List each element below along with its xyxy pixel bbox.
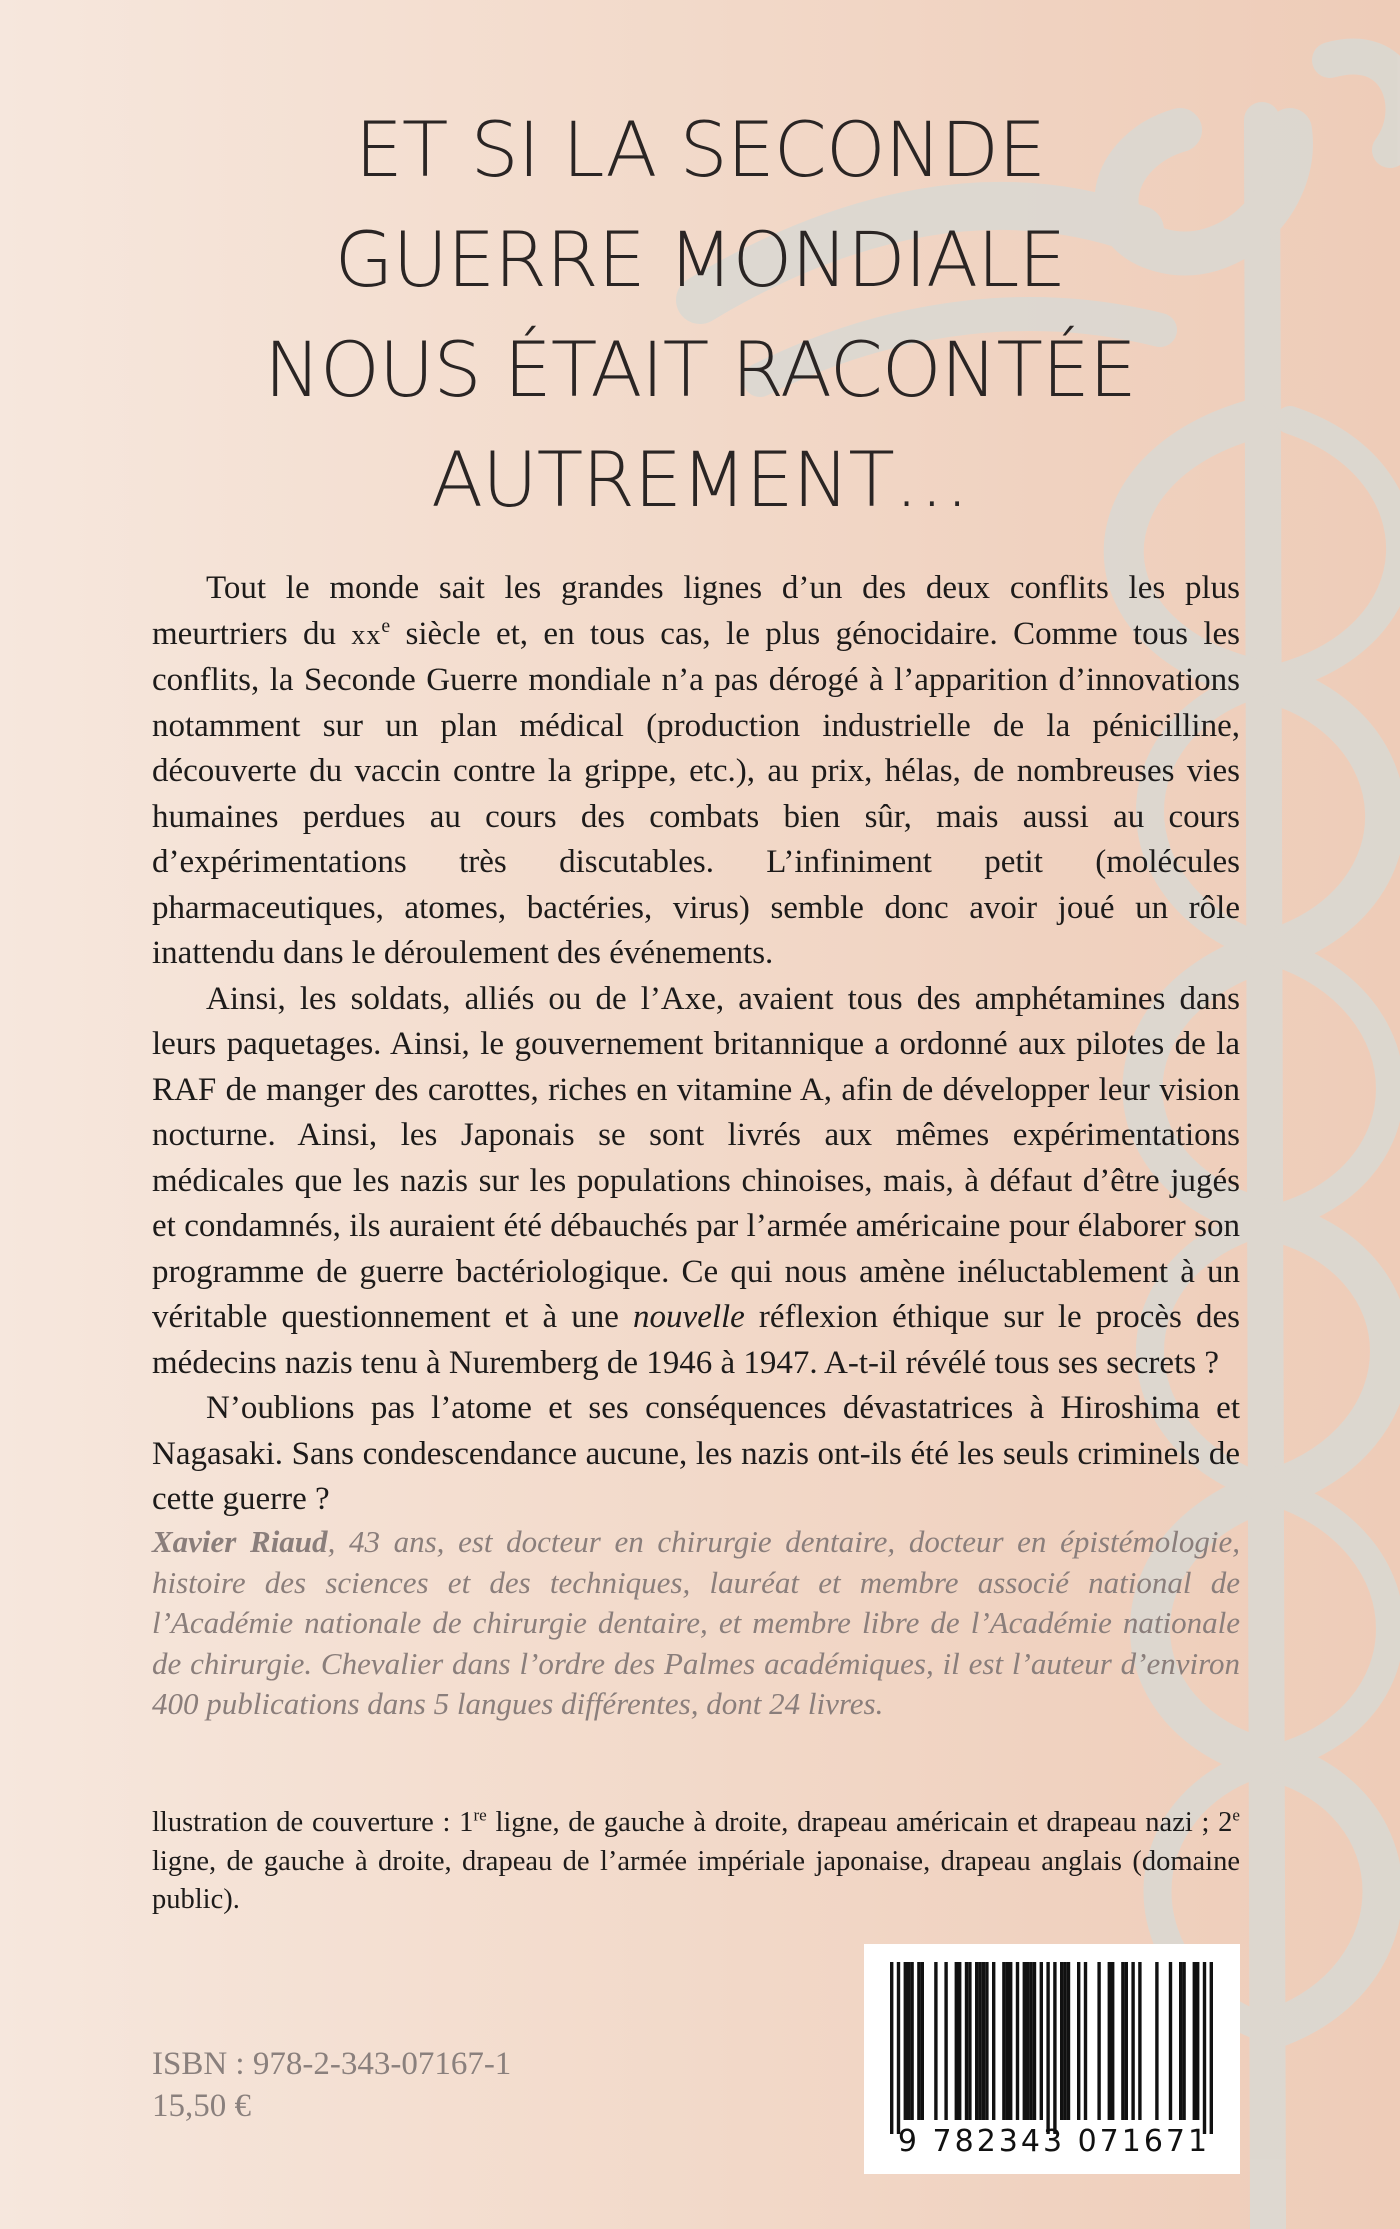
- barcode-digits: 9 782343 071671: [897, 2124, 1211, 2159]
- barcode-bar: [1063, 1962, 1066, 2120]
- barcode-bar: [1155, 1962, 1158, 2120]
- barcode-bar: [917, 1962, 920, 2120]
- barcode-bar: [958, 1962, 961, 2120]
- barcode-bar: [965, 1962, 968, 2120]
- barcode-bar: [1053, 1962, 1056, 2134]
- illustration-credit: llustration de couverture : 1re ligne, de gauche à droite, drapeau américain et drapeau nazi ; 2e ligne, de gauche à droite, drapeau de l’armée impériale japonaise, drapeau anglais (domaine public).: [152, 1805, 1241, 1915]
- barcode-bar: [978, 1962, 981, 2120]
- barcode-bar: [1040, 1962, 1043, 2120]
- barcode-bar: [1169, 1962, 1172, 2120]
- barcode-bar: [934, 1962, 937, 2120]
- barcode-bar: [1121, 1962, 1124, 2120]
- barcode-bar: [992, 1962, 995, 2120]
- barcode-bar: [985, 1962, 988, 2120]
- barcode-bar: [1210, 1962, 1213, 2134]
- barcode-bar: [944, 1962, 947, 2120]
- emphasis-nouvelle: nouvelle: [633, 1299, 745, 1335]
- barcode-bar: [904, 1962, 907, 2120]
- title-line-2: GUERRE MONDIALE: [334, 215, 1066, 304]
- barcode-bar: [975, 1962, 978, 2120]
- barcode-bar: [1196, 1962, 1199, 2120]
- summary-text: [152, 566, 1240, 1523]
- barcode-bar: [1016, 1962, 1019, 2120]
- barcode-bar: [1138, 1962, 1141, 2120]
- summary-paragraph-1: Tout le monde sait les grandes lignes d’un des deux conflits les plus meurtriers du $xx^e$ siècle et, en tous cas, le plus génocidaire. Comme tous les conflits, la Seconde Guerre mondiale n’a pas dérogé à l’apparition d’innovations notamment sur un plan médical (production industrielle de la pénicilline, découverte du vaccin contre la grippe, etc.), au prix, hélas, de nombreuses vies humaines perdues au cours des combats bien sûr, mais aussi au cours d’expérimentations très discutables. L’infiniment petit (molécules pharmaceutiques, atomes, bactéries, virus) semble donc avoir joué un rôle inattendu dans le déroulement des événements.: [152, 570, 1240, 971]
- barcode-bar: [982, 1962, 985, 2120]
- barcode-bar: [921, 1962, 924, 2120]
- barcode-bar: [1125, 1962, 1128, 2120]
- book-title: [0, 95, 1400, 535]
- barcode-bar: [1203, 1962, 1206, 2134]
- isbn-price-block: [152, 2043, 511, 2127]
- author-name: Xavier Riaud: [152, 1524, 328, 1559]
- barcode-bar: [955, 1962, 958, 2120]
- barcode-bar: [1023, 1962, 1026, 2120]
- author-bio: Xavier Riaud, 43 ans, est docteur en chirurgie dentaire, docteur en épistémologie, histoire des sciences et des techniques, lauréat et membre associé national de l’Académie nationale de chirurgie dentaire, et membre libre de l’Académie nationale de chirurgie. Chevalier dans l’ordre des Palmes académiques, il est l’auteur d’environ 400 publications dans 5 langues différentes, dont 24 livres.: [152, 1524, 1241, 1721]
- barcode-bar: [1046, 1962, 1049, 2134]
- barcode-bar: [1067, 1962, 1070, 2120]
- barcode-bar: [1108, 1962, 1111, 2120]
- title-line-3: NOUS ÉTAIT RACONTÉE: [264, 325, 1136, 414]
- barcode-bar: [907, 1962, 910, 2120]
- barcode-bar: [1111, 1962, 1114, 2120]
- barcode-bar: [1006, 1962, 1009, 2120]
- summary-paragraph-3: N’oublions pas l’atome et ses conséquences dévastatrices à Hiroshima et Nagasaki. Sans condescendance aucune, les nazis ont-ils été les seuls criminels de cette guerre ?: [152, 1390, 1240, 1517]
- barcode-bar: [1077, 1962, 1080, 2120]
- barcode-bar: [1060, 1962, 1063, 2120]
- summary-paragraph-2: Ainsi, les soldats, alliés ou de l’Axe, avaient tous des amphétamines dans leurs paquetages. Ainsi, le gouvernement britannique a ordonné aux pilotes de la RAF de manger des carottes, riches en vitamine A, afin de développer leur vision nocturne. Ainsi, les Japonais se sont livrés aux mêmes expérimentations médicales que les nazis sur les populations chinoises, mais, à défaut d’être jugés et condamnés, ils auraient été débauchés par l’armée américaine pour élaborer son programme de guerre bactériologique. Ce qui nous amène inéluctablement à un véritable questionnement et à une nouvelle réflexion éthique sur le procès des médecins nazis tenu à Nuremberg de 1946 à 1947. A-t-il révélé tous ses secrets ?: [152, 980, 1240, 1381]
- barcode-bar: [1131, 1962, 1134, 2120]
- barcode-bar: [1097, 1962, 1100, 2120]
- barcode-bar: [1029, 1962, 1032, 2120]
- barcode-bar: [1033, 1962, 1036, 2120]
- barcode-bar: [890, 1962, 893, 2134]
- barcode-bar: [1084, 1962, 1087, 2120]
- title-line-4: AUTREMENT…: [431, 435, 969, 524]
- barcode-bar: [1009, 1962, 1012, 2120]
- isbn-number: ISBN : 978-2-343-07167-1: [152, 2046, 512, 2082]
- barcode-bar: [1179, 1962, 1182, 2120]
- title-line-1: ET SI LA SECONDE: [354, 105, 1046, 194]
- barcode-bar: [897, 1962, 900, 2134]
- barcode-bar: [1002, 1962, 1005, 2120]
- price: 15,50 €: [152, 2088, 251, 2124]
- barcode-bar: [1182, 1962, 1185, 2120]
- barcode: [864, 1944, 1240, 2174]
- century-numeral: xx: [351, 619, 382, 651]
- barcode-bar: [1026, 1962, 1029, 2120]
- barcode-bar: [910, 1962, 913, 2120]
- barcode-bar: [1193, 1962, 1196, 2120]
- barcode-bar: [968, 1962, 971, 2120]
